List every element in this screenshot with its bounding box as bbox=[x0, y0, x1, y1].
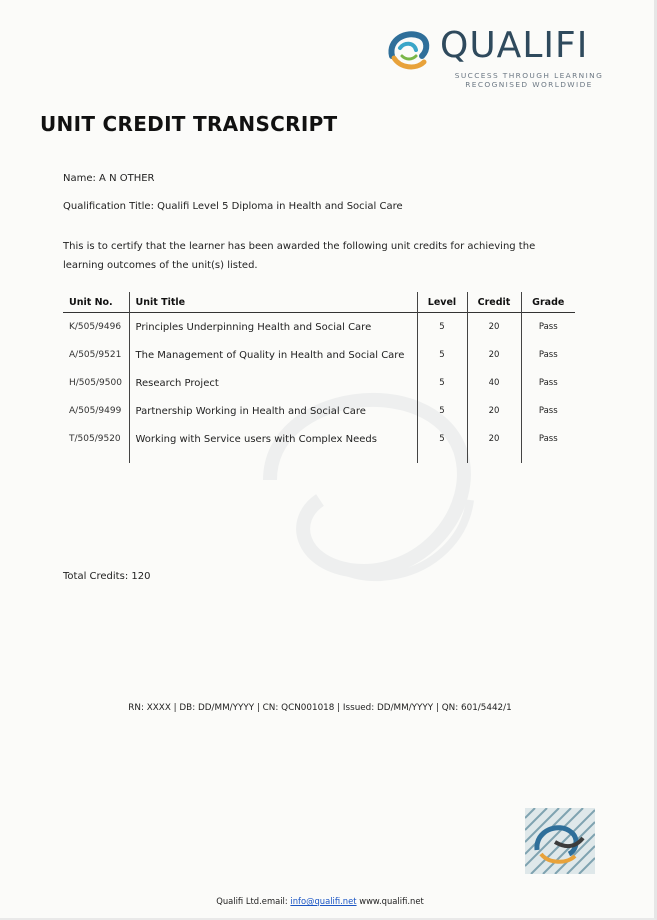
table-row bbox=[63, 341, 575, 369]
table-spacer-row bbox=[63, 453, 575, 463]
table-row bbox=[63, 397, 575, 425]
cell-grade: Pass bbox=[521, 341, 575, 369]
hologram-seal-icon bbox=[525, 808, 595, 874]
table-row bbox=[63, 313, 575, 342]
table-header-row bbox=[63, 292, 575, 313]
cell-grade: Pass bbox=[521, 313, 575, 342]
unit-credit-table bbox=[63, 292, 575, 463]
cell-level: 5 bbox=[417, 397, 467, 425]
footer-email-link[interactable]: info@qualifi.net bbox=[290, 896, 357, 906]
learner-name: Name: A N OTHER bbox=[63, 173, 155, 184]
header-unit-no: Unit No. bbox=[69, 296, 113, 308]
cell-unit-no: A/505/9499 bbox=[69, 406, 122, 416]
reference-line: RN: XXXX | DB: DD/MM/YYYY | CN: QCN001018 | Issued: DD/MM/YYYY | QN: 601/5442/1 bbox=[128, 703, 512, 713]
footer bbox=[0, 896, 640, 906]
cell-level: 5 bbox=[417, 341, 467, 369]
footer-website[interactable]: www.qualifi.net bbox=[356, 896, 424, 906]
footer-prefix: Qualifi Ltd.email: bbox=[216, 896, 291, 906]
cell-unit-title: Partnership Working in Health and Social Care bbox=[129, 397, 417, 425]
header-level: Level bbox=[417, 292, 467, 313]
header-unit-title: Unit Title bbox=[129, 292, 417, 313]
cell-level: 5 bbox=[417, 313, 467, 342]
brand-name: QUALIFI bbox=[440, 25, 589, 66]
cell-level: 5 bbox=[417, 425, 467, 453]
document-title: UNIT CREDIT TRANSCRIPT bbox=[40, 112, 338, 136]
qualifi-logo bbox=[384, 24, 614, 94]
cell-credit: 20 bbox=[467, 397, 521, 425]
cell-credit: 20 bbox=[467, 313, 521, 342]
brand-tagline-line2: RECOGNISED WORLDWIDE bbox=[465, 80, 593, 89]
cell-grade: Pass bbox=[521, 397, 575, 425]
brand-tagline-line1: SUCCESS THROUGH LEARNING bbox=[454, 71, 604, 80]
cell-credit: 40 bbox=[467, 369, 521, 397]
cell-unit-title: The Management of Quality in Health and Social Care bbox=[129, 341, 417, 369]
table-row bbox=[63, 425, 575, 453]
cell-unit-title: Research Project bbox=[129, 369, 417, 397]
cell-unit-no: K/505/9496 bbox=[69, 322, 122, 332]
cell-unit-no: A/505/9521 bbox=[69, 350, 122, 360]
qualifi-swirl-icon bbox=[384, 26, 432, 74]
cell-unit-no: T/505/9520 bbox=[69, 434, 121, 444]
header-grade: Grade bbox=[521, 292, 575, 313]
cell-grade: Pass bbox=[521, 369, 575, 397]
cell-unit-title: Principles Underpinning Health and Social Care bbox=[129, 313, 417, 342]
cell-level: 5 bbox=[417, 369, 467, 397]
certification-statement: This is to certify that the learner has been awarded the following unit credits for achieving the learning outcomes of the unit(s) listed. bbox=[63, 241, 536, 271]
cell-unit-no: H/505/9500 bbox=[69, 378, 122, 388]
table-row bbox=[63, 369, 575, 397]
header-credit: Credit bbox=[467, 292, 521, 313]
cell-credit: 20 bbox=[467, 341, 521, 369]
qualification-title: Qualification Title: Qualifi Level 5 Diploma in Health and Social Care bbox=[63, 201, 403, 212]
cell-grade: Pass bbox=[521, 425, 575, 453]
cell-unit-title: Working with Service users with Complex Needs bbox=[129, 425, 417, 453]
cell-credit: 20 bbox=[467, 425, 521, 453]
total-credits: Total Credits: 120 bbox=[63, 571, 151, 582]
